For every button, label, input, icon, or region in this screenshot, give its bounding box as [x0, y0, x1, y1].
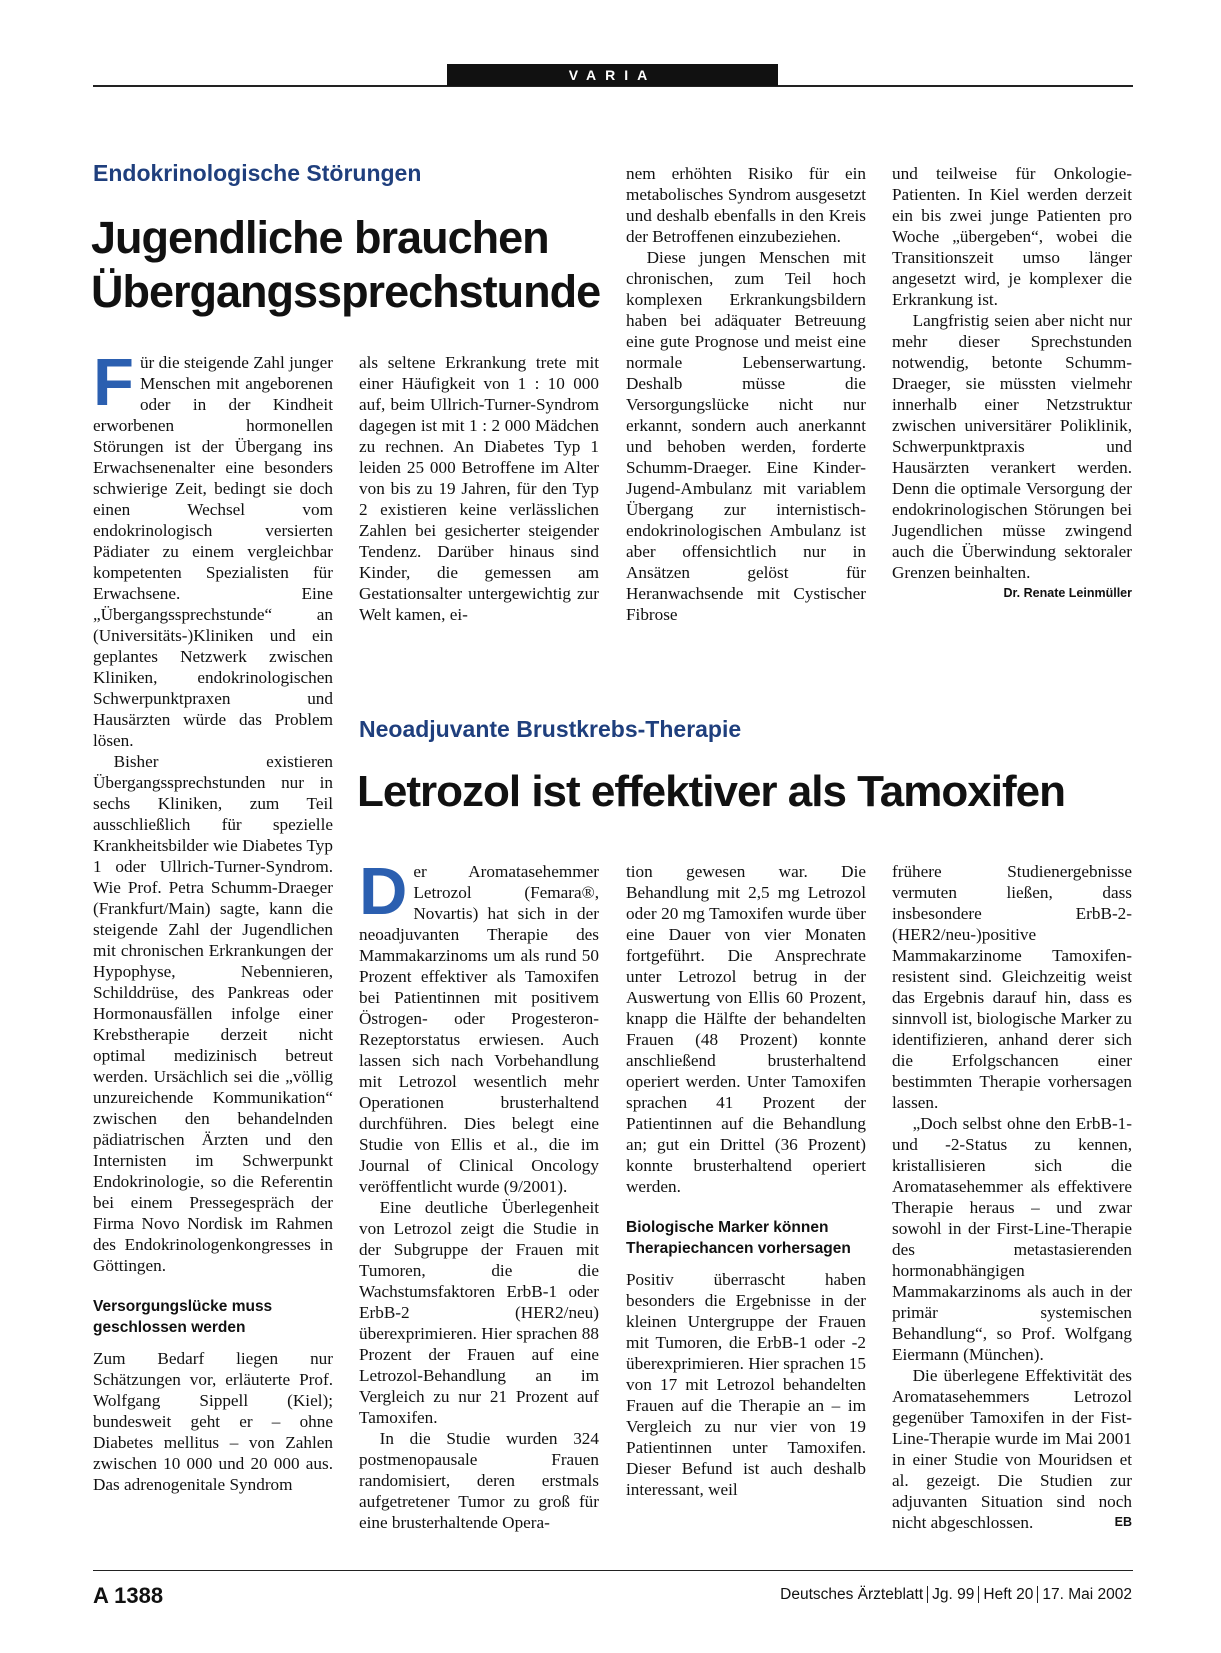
section-label: VARIA — [447, 64, 778, 86]
page-number: A 1388 — [93, 1583, 164, 1608]
article2-paragraph: Der Aromatasehemmer Letrozol (Femara®, Novartis) hat sich in der neoadjuvanten Therapie des Mammakarzinoms um als rund 50 Prozent effektiver als Tamoxifen bei Patientinnen mit positivem Östrogen- oder Progesteron-Rezeptorstatus erwiesen. Auch lassen sich nach Vorbehandlung mit Letrozol wesentlich mehr Operationen brusterhaltend durchführen. Dies belegt eine Studie von Ellis et al., die im Journal of Clinical Oncology veröffentlicht wurde (9/2001). — [359, 854, 599, 1196]
author-signature: EB — [1114, 1515, 1132, 1529]
article1-paragraph: Für die steigende Zahl junger Menschen mit angeborenen oder in der Kindheit erworbenen hormonellen Störungen ist der Übergang ins Erwachsenenalter eine besonders schwierige Zeit, bedingt sie doch einen Wechsel vom endokrinologisch versierten Pädiater zu einem vergleichbar kompetenten Spezialisten für Erwachsene. Eine „Übergangssprechstunde“ an (Universitäts-)Kliniken und ein geplantes Netzwerk zwischen Kliniken, endokrinologischen Schwerpunktpraxen und Hausärzten würde das Problem lösen. — [93, 345, 333, 750]
article2-paragraph: Die überlegene Effektivität des Aromatasehemmers Letrozol gegenüber Tamoxifen in der Fist-Line-Therapie wurde im Mai 2001 in einer Studie von Mouridsen et al. gezeigt. Die Studien zur adjuvanten Situation sind noch nicht abgeschlossen. EB — [892, 1366, 1132, 1532]
article1-column-2 — [359, 352, 599, 625]
article2-paragraph: Positiv überrascht haben besonders die Ergebnisse in der kleinen Untergruppe der Frauen mit Tumoren, die ErbB-1 oder -2 überexprimieren. Hier sprachen 15 von 17 mit Letrozol behandelten Frauen auf die Therapie an – im Vergleich zu nur vier von 19 Patientinnen unter Tamoxifen. Dieser Befund ist auch deshalb interessant, weil — [626, 1270, 866, 1499]
article1-paragraph: Zum Bedarf liegen nur Schätzungen vor, erläuterte Prof. Wolfgang Sippell (Kiel); bundesweit geht er – ohne Diabetes mellitus – von Zahlen zwischen 10 000 und 20 000 aus. Das adrenogenitale Syndrom — [93, 1349, 333, 1494]
article2-paragraph: In die Studie wurden 324 postmenopausale Frauen randomisiert, deren erstmals aufgetretener Tumor zu groß für eine brusterhaltende Opera- — [359, 1429, 599, 1532]
author-signature: Dr. Renate Leinmüller — [1003, 586, 1132, 600]
article1-paragraph: als seltene Erkrankung trete mit einer Häufigkeit von 1 : 10 000 auf, beim Ullrich-Turner-Syndrom dagegen ist mit 1 : 2 000 Mädchen zu rechnen. An Diabetes Typ 1 leiden 25 000 Betroffene im Alter von bis zu 19 Jahren, für den Typ 2 existieren keine verlässlichen Zahlen bei gesicherter steigender Tendenz. Darüber hinaus sind Kinder, die gemessen am Gestationsalter untergewichtig zur Welt kamen, ei- — [359, 353, 599, 624]
article1-column-4 — [892, 163, 1132, 604]
footer-rule — [93, 1570, 1133, 1571]
article2-title: Letrozol ist effektiver als Tamoxifen — [357, 767, 1065, 816]
article2-paragraph: frühere Studienergebnisse vermuten ließen, dass insbesondere ErbB-2-(HER2/neu-)positive Mammakarzinome Tamoxifen-resistent sind. Gleichzeitig weist das Ergebnis darauf hin, dass es sinnvoll ist, biologische Marker zu identifizieren, anhand derer sich die Erfolgschancen einer bestimmten Therapie vorhersagen lassen. — [892, 862, 1132, 1112]
article1-paragraph: Diese jungen Menschen mit chronischen, zum Teil hoch komplexen Erkrankungsbildern haben bei adäquater Betreuung eine gute Prognose und meist eine normale Lebenserwartung. Deshalb müsse die Versorgungslücke nicht nur erkannt, sondern auch anerkannt und behoben werden, forderte Schumm-Draeger. Eine Kinder-Jugend-Ambulanz mit variablem Übergang zur internistisch-endokrinologischen Ambulanz ist aber offensichtlich nur in Ansätzen gelöst für Heranwachsende mit Cystischer Fibrose — [626, 248, 866, 624]
article2-column-3 — [892, 861, 1132, 1533]
journal-date: 17. Mai 2002 — [1042, 1586, 1132, 1603]
article2-paragraph: „Doch selbst ohne den ErbB-1- und -2-Status zu kennen, kristallisieren sich die Aromatasehemmer als effektivere Therapie heraus – und zwar sowohl in der First-Line-Therapie des metastasierenden hormonabhängigen Mammakarzinoms als auch in der primär systemischen Behandlung“, so Prof. Wolfgang Eiermann (München). — [892, 1114, 1132, 1364]
article1-column-1 — [93, 345, 333, 1495]
article1-column-3 — [626, 163, 866, 625]
article1-paragraph: Bisher existieren Übergangssprechstunden nur in sechs Kliniken, zum Teil ausschließlich für spezielle Krankheitsbilder wie Diabetes Typ 1 oder Ullrich-Turner-Syndrom. Wie Prof. Petra Schumm-Draeger (Frankfurt/Main) sagte, kann die steigende Zahl der Jugendlichen mit chronischen Erkrankungen der Hypophyse, Nebennieren, Schilddrüse, des Pankreas oder Hormonausfällen infolge einer Krebstherapie derzeit nicht optimal medizinisch betreut werden. Ursächlich sei die „völlig unzureichende Kommunikation“ zwischen den behandelnden pädiatrischen Ärzten und den Internisten im Schwerpunkt Endokrinologie, so die Referentin bei einem Pressegespräch der Firma Novo Nordisk im Rahmen des Endokrinologenkongresses in Göttingen. — [93, 752, 333, 1275]
journal-name: Deutsches Ärzteblatt — [780, 1586, 924, 1603]
article2-column-2 — [626, 861, 866, 1500]
dropcap: F — [93, 345, 134, 420]
article2-kicker: Neoadjuvante Brustkrebs-Therapie — [359, 716, 742, 742]
journal-citation — [780, 1586, 1132, 1604]
article1-paragraph: nem erhöhten Risiko für ein metabolisches Syndrom ausgesetzt und deshalb ebenfalls in den Kreis der Betroffenen einzubeziehen. — [626, 164, 866, 246]
article2-subheading: Biologische Marker können Therapiechancen vorhersagen — [626, 1219, 851, 1257]
journal-issue: Heft 20 — [983, 1586, 1034, 1603]
dropcap: D — [359, 854, 408, 929]
article1-title-line2: Übergangssprechstunde — [91, 266, 601, 317]
article2-paragraph: Eine deutliche Überlegenheit von Letrozol zeigt die Studie in der Subgruppe der Frauen mit Tumoren, die die Wachstumsfaktoren ErbB-1 oder ErbB-2 (HER2/neu) überexprimieren. Hier sprachen 88 Prozent der Frauen auf eine Letrozol-Behandlung an im Vergleich zu nur 21 Prozent auf Tamoxifen. — [359, 1198, 599, 1427]
article1-kicker: Endokrinologische Störungen — [93, 160, 422, 186]
article1-paragraph: und teilweise für Onkologie-Patienten. In Kiel werden derzeit ein bis zwei junge Patienten pro Woche „übergeben“, wobei die Transitionszeit umso länger angesetzt wird, je komplexer die Erkrankung ist. — [892, 164, 1132, 309]
journal-volume: Jg. 99 — [932, 1586, 975, 1603]
article1-paragraph: Langfristig seien aber nicht nur mehr dieser Sprechstunden notwendig, betonte Schumm-Draeger, sie müssten vielmehr innerhalb einer Netzstruktur zwischen universitärer Poliklinik, Schwerpunktpraxis und Hausärzten verankert werden. Denn die optimale Versorgung der endokrinologischen Störungen bei Jugendlichen müsse zwingend auch die Überwindung sektoraler Grenzen beinhalten. Dr. Renate Leinmüller — [892, 310, 1132, 583]
article2-paragraph: tion gewesen war. Die Behandlung mit 2,5 mg Letrozol oder 20 mg Tamoxifen wurde über eine Dauer von vier Monaten fortgeführt. Die Ansprechrate unter Letrozol betrug in der Auswertung von Ellis 60 Prozent, knapp die Hälfte der behandelten Frauen (48 Prozent) konnte anschließend brusterhaltend operiert werden. Unter Tamoxifen sprachen 41 Prozent der Patientinnen auf die Behandlung an; gut ein Drittel (36 Prozent) konnte brusterhaltend operiert werden. — [626, 862, 866, 1196]
article2-column-1 — [359, 854, 599, 1533]
article1-title-line1: Jugendliche brauchen — [91, 212, 549, 263]
article1-subheading: Versorgungslücke muss geschlossen werden — [93, 1298, 273, 1336]
